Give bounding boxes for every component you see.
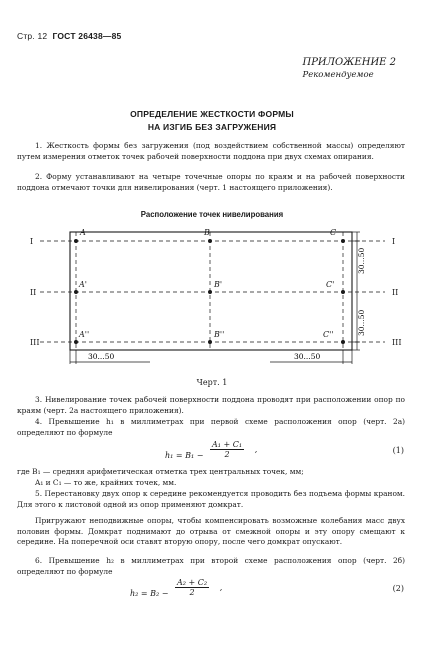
paragraph-5: 5. Перестановку двух опор к середине рекомендуется проводить без подъема формы краном. Для этого к листовой одной из опор применяют домкрат. xyxy=(17,489,405,509)
label-c: C xyxy=(330,228,337,237)
page-header xyxy=(17,31,121,41)
point-a xyxy=(74,239,78,243)
paragraph-4-where-1: где B₁ — средняя арифметическая отметка трех центральных точек, мм; xyxy=(17,467,304,476)
label-a2: A'' xyxy=(79,330,90,339)
formula-1-lhs: h₁ = B₁ − xyxy=(165,450,204,460)
formula-1-fraction xyxy=(210,440,244,459)
formula-2: h₂ = B₂ − $\frac{\text{A₂ + C₂}}{2}$ , xyxy=(130,578,223,598)
formula-2-fraction xyxy=(175,578,209,597)
row-marker-left-2: II xyxy=(30,288,37,297)
formula-1-denominator: 2 xyxy=(224,450,230,459)
point-c2 xyxy=(341,340,345,344)
leveling-points-figure xyxy=(30,222,415,372)
dim-bottom-left: 30...50 xyxy=(88,352,115,361)
page-number: Стр. 12 xyxy=(17,31,48,41)
section-title-line1: ОПРЕДЕЛЕНИЕ ЖЕСТКОСТИ ФОРМЫ xyxy=(130,109,294,119)
paragraph-4-where-2: A₁ и C₁ — то же, крайних точек, мм. xyxy=(35,478,177,487)
equation-number-2: (2) xyxy=(392,584,404,593)
point-b2 xyxy=(208,340,212,344)
point-c xyxy=(341,239,345,243)
formula-2-denominator: 2 xyxy=(189,588,195,597)
paragraph-5b: Пригружают неподвижные опоры, чтобы компенсировать возможные колебания масс двух половин формы. Домкрат поднимают до отрыва от смежной опоры и эту опору смещают к середине. На поперечной оси ставят вторую опору, после чего домкрат опускают. xyxy=(17,516,405,547)
dim-right-top: 30...50 xyxy=(357,247,366,274)
section-title-line2: НА ИЗГИБ БЕЗ ЗАГРУЖЕНИЯ xyxy=(147,122,277,132)
row-marker-right-1: I xyxy=(392,237,396,246)
section-title xyxy=(0,108,424,134)
row-marker-left-1: I xyxy=(30,237,34,246)
label-c1: C' xyxy=(326,280,335,289)
row-marker-left-3: III xyxy=(30,338,40,347)
point-a2 xyxy=(74,340,78,344)
point-c1 xyxy=(341,290,345,294)
point-a1 xyxy=(74,290,78,294)
equation-number-1: (1) xyxy=(392,446,404,455)
standard-code: ГОСТ 26438—85 xyxy=(52,31,122,41)
leveling-points xyxy=(74,239,345,344)
figure-label: Черт. 1 xyxy=(196,378,228,387)
label-a: A xyxy=(80,228,86,237)
label-b: B xyxy=(204,228,210,237)
paragraph-4: 4. Превышение h₁ в миллиметрах при первой схеме расположения опор (черт. 2а) определяют по формуле xyxy=(17,417,405,437)
paragraph-1: 1. Жесткость формы без загружения (под воздействием собственной массы) определяют путем измерения отметок точек рабочей поверхности поддона при двух схемах опирания. xyxy=(17,141,405,161)
row-marker-right-3: III xyxy=(392,338,402,347)
label-c2: C'' xyxy=(323,330,334,339)
label-b1: B' xyxy=(214,280,223,289)
appendix-subtitle: Рекомендуемое xyxy=(302,70,374,80)
formula-2-lhs: h₂ = B₂ − xyxy=(130,588,169,598)
formula-1: h₁ = B₁ − $\frac{\text{A₁ + C₁}}{2}$ , xyxy=(165,440,258,460)
label-a1: A' xyxy=(79,280,87,289)
point-b1 xyxy=(208,290,212,294)
appendix-title: ПРИЛОЖЕНИЕ 2 xyxy=(302,57,396,68)
formula-1-numerator: A₁ + C₁ xyxy=(212,440,243,449)
paragraph-2: 2. Форму устанавливают на четыре точечные опоры по краям и на рабочей поверхности поддона отмечают точки для нивелирования (черт. 1 настоящего приложения). xyxy=(17,172,405,192)
figure-caption: Расположение точек нивелирования xyxy=(140,210,284,219)
paragraph-3: 3. Нивелирование точек рабочей поверхности поддона проводят при расположении опор по краям (черт. 2а настоящего приложения). xyxy=(17,395,405,415)
paragraph-6: 6. Превышение h₂ в миллиметрах при второй схеме расположения опор (черт. 2б) определяют по формуле xyxy=(17,556,405,576)
appendix-block xyxy=(302,56,396,82)
label-b2: B'' xyxy=(214,330,225,339)
dim-right-bottom: 30...50 xyxy=(357,309,366,336)
row-marker-right-2: II xyxy=(392,288,399,297)
dim-bottom-right: 30...50 xyxy=(294,352,321,361)
formula-2-numerator: A₂ + C₂ xyxy=(177,578,208,587)
point-b xyxy=(208,239,212,243)
